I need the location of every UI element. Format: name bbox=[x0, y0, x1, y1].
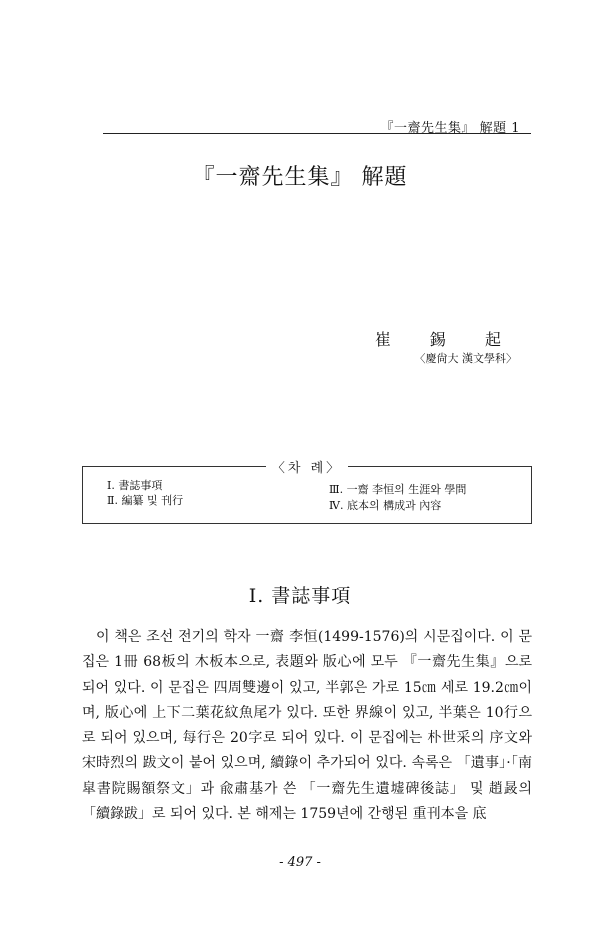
header-rule bbox=[103, 133, 531, 134]
toc-label: 〈차 례〉 bbox=[266, 461, 348, 476]
toc-item: Ⅱ. 編纂 및 刊行 bbox=[107, 494, 184, 507]
author-affiliation: 〈慶尙大 漢文學科〉 bbox=[414, 352, 517, 365]
body-paragraph: 이 책은 조선 전기의 학자 一齋 李恒(1499-1576)의 시문집이다. 이 문집은 1冊 68板의 木板本으로, 表題와 版心에 모두 『一齋先生集』으로 되어 있다. 이 문집은 四周雙邊이 있고, 半郭은 가로 15㎝ 세로 19.2㎝이며, 版心에 上下二葉花紋魚尾가 있다. 또한 界線이 있고, 半葉은 10行으로 되어 있으며, 每行은 20字로 되어 있다. 이 문집에는 朴世采의 序文와 宋時烈의 跋文이 붙어 있으며, 續錄이 추가되어 있다. 속록은 「遺事」·「南皐書院賜額祭文」과 兪肅基가 쓴 「一齋先生遺墟碑後誌」 및 趙晸의 「續錄跋」로 되어 있다. 본 해제는 1759년에 간행된 重刊本을 底 bbox=[82, 629, 532, 823]
author-name: 崔 錫 起 bbox=[374, 330, 518, 349]
toc-item: Ⅳ. 底本의 構成과 內容 bbox=[329, 499, 442, 512]
section-heading: Ⅰ. 書誌事項 bbox=[248, 585, 352, 607]
page-title: 『一齋先生集』 解題 bbox=[192, 165, 408, 190]
running-head: 『一齋先生集』 解題 1 bbox=[380, 121, 520, 136]
toc-item: Ⅲ. 一齋 李恒의 生涯와 學問 bbox=[329, 483, 467, 496]
toc-right-column bbox=[329, 482, 466, 514]
toc-left-column bbox=[107, 478, 183, 508]
toc-item: Ⅰ. 書誌事項 bbox=[107, 479, 163, 492]
page-number: - 497 - bbox=[279, 855, 321, 870]
table-of-contents bbox=[82, 461, 532, 524]
body-text bbox=[82, 625, 532, 827]
